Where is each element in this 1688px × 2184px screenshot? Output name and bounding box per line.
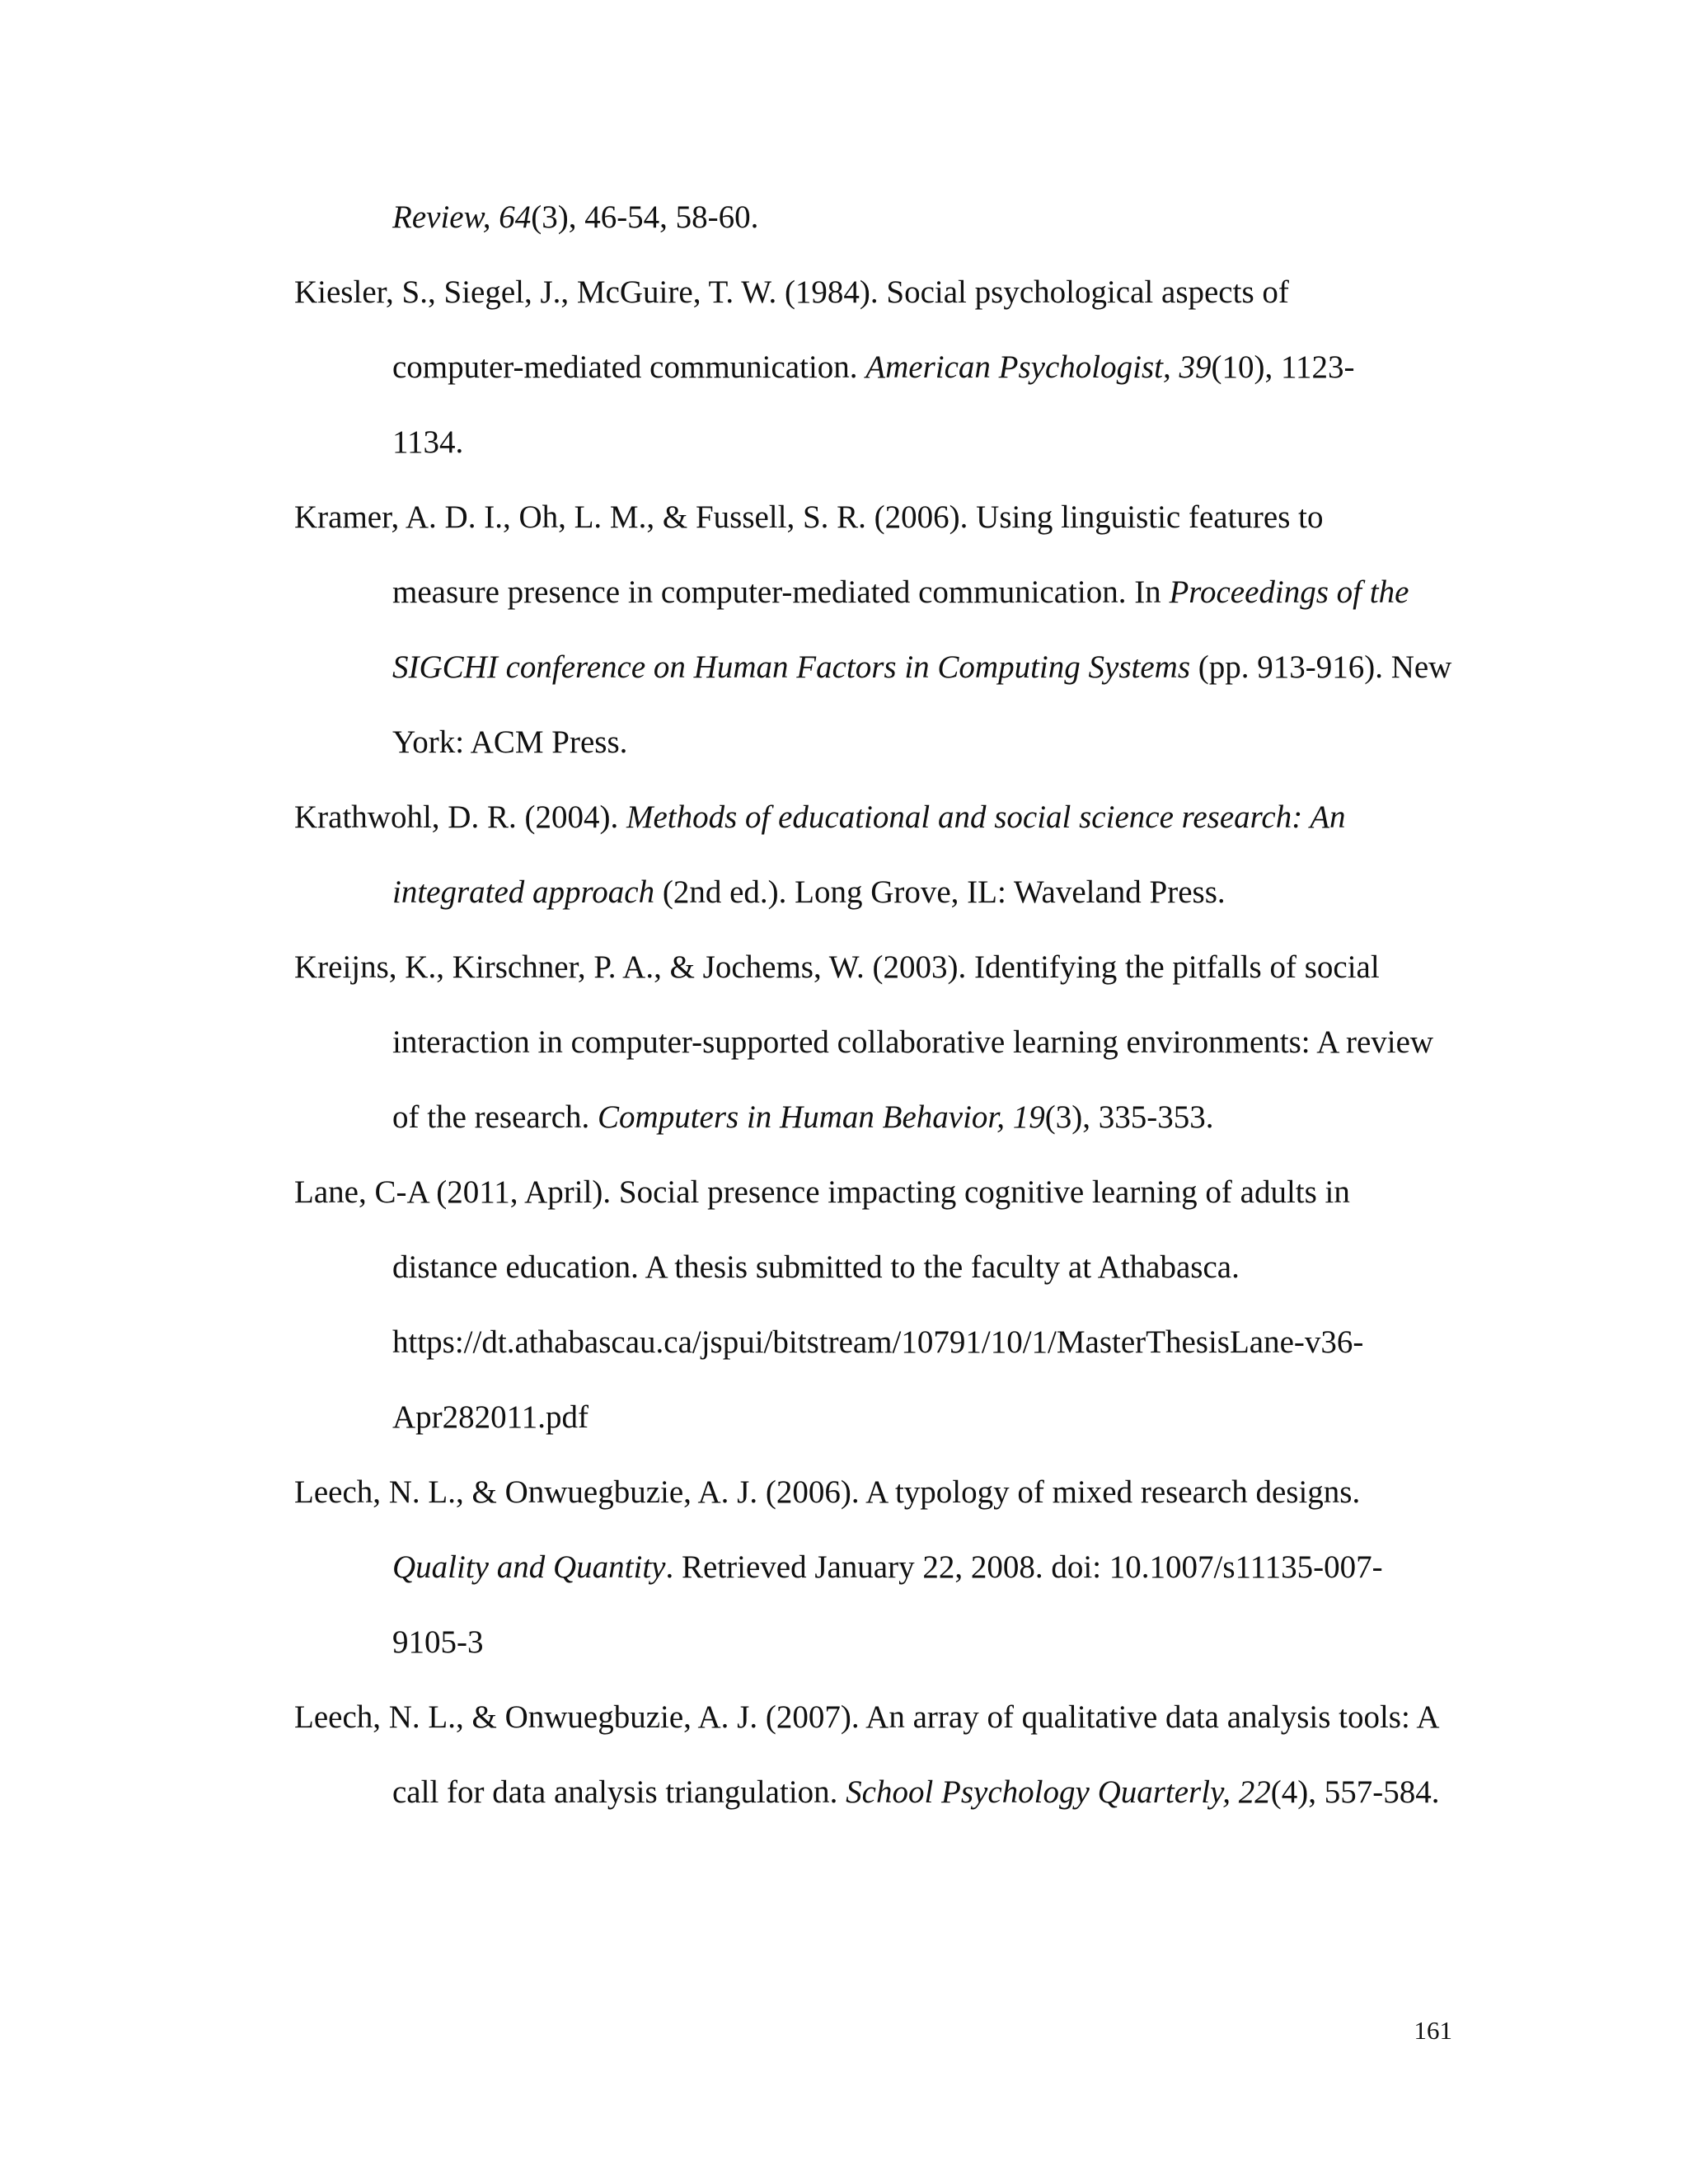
text-segment: measure presence in computer-mediated communication. In	[392, 574, 1170, 610]
text-segment: of the research.	[392, 1099, 598, 1135]
reference-line	[294, 1176, 1350, 1208]
reference-line	[392, 1326, 1363, 1358]
text-segment: . Retrieved January 22, 2008. doi: 10.1007/s11135-007-	[665, 1549, 1383, 1585]
text-segment: Kiesler, S., Siegel, J., McGuire, T. W. (1984). Social psychological aspects of	[294, 274, 1289, 310]
reference-line	[392, 201, 758, 233]
italic-text: School Psychology Quarterly, 22	[846, 1774, 1271, 1810]
italic-text: American Psychologist, 39	[865, 349, 1212, 385]
text-segment: Leech, N. L., & Onwuegbuzie, A. J. (2006). A typology of mixed research designs.	[294, 1474, 1361, 1510]
text-segment: (pp. 913-916). New	[1190, 649, 1452, 685]
text-segment: distance education. A thesis submitted to the faculty at Athabasca.	[392, 1249, 1240, 1285]
text-segment: (4), 557-584.	[1270, 1774, 1440, 1810]
reference-line	[392, 1551, 1383, 1583]
text-segment: (2nd ed.). Long Grove, IL: Waveland Press.	[654, 874, 1226, 910]
reference-line	[392, 876, 1226, 908]
text-segment: Lane, C-A (2011, April). Social presence impacting cognitive learning of adults in	[294, 1174, 1350, 1210]
italic-text: Computers in Human Behavior, 19	[598, 1099, 1045, 1135]
text-segment: (3), 46-54, 58-60.	[531, 199, 759, 235]
reference-line	[392, 1251, 1240, 1283]
italic-text: Quality and Quantity	[392, 1549, 666, 1585]
text-segment: call for data analysis triangulation.	[392, 1774, 846, 1810]
text-segment: Krathwohl, D. R. (2004).	[294, 799, 626, 835]
reference-line	[392, 651, 1451, 683]
text-segment: Leech, N. L., & Onwuegbuzie, A. J. (2007). An array of qualitative data analysis tools: A	[294, 1699, 1440, 1735]
reference-line	[294, 1701, 1440, 1733]
reference-line	[294, 501, 1324, 533]
reference-line	[392, 426, 463, 458]
text-segment: Apr282011.pdf	[392, 1399, 588, 1435]
text-segment: (10), 1123-	[1211, 349, 1355, 385]
text-segment: computer-mediated communication.	[392, 349, 866, 385]
text-segment: Kreijns, K., Kirschner, P. A., & Jochems, W. (2003). Identifying the pitfalls of social	[294, 949, 1380, 985]
reference-line	[392, 1026, 1433, 1058]
text-segment: https://dt.athabascau.ca/jspui/bitstream/10791/10/1/MasterThesisLane-v36-	[392, 1324, 1364, 1360]
italic-text: integrated approach	[392, 874, 655, 910]
reference-line	[294, 276, 1289, 308]
reference-line	[392, 1401, 588, 1433]
page-number: 161	[1414, 2016, 1452, 2045]
reference-line	[392, 351, 1354, 383]
text-segment: (3), 335-353.	[1044, 1099, 1214, 1135]
reference-line	[392, 1776, 1439, 1808]
reference-line	[294, 1476, 1360, 1508]
reference-line	[392, 576, 1409, 608]
text-segment: 1134.	[392, 424, 464, 460]
italic-text: Proceedings of the	[1169, 574, 1409, 610]
text-segment: Kramer, A. D. I., Oh, L. M., & Fussell, S. R. (2006). Using linguistic features to	[294, 499, 1324, 535]
reference-line	[392, 1101, 1213, 1133]
reference-line	[294, 801, 1346, 833]
italic-text: Methods of educational and social science research: An	[626, 799, 1346, 835]
text-segment: interaction in computer-supported collaborative learning environments: A review	[392, 1024, 1434, 1060]
italic-text: Review, 64	[392, 199, 532, 235]
text-segment: 9105-3	[392, 1624, 484, 1660]
text-segment: York: ACM Press.	[392, 724, 628, 760]
reference-line	[392, 726, 627, 758]
reference-line	[294, 951, 1380, 983]
reference-line	[392, 1626, 484, 1658]
italic-text: SIGCHI conference on Human Factors in Computing Systems	[392, 649, 1190, 685]
